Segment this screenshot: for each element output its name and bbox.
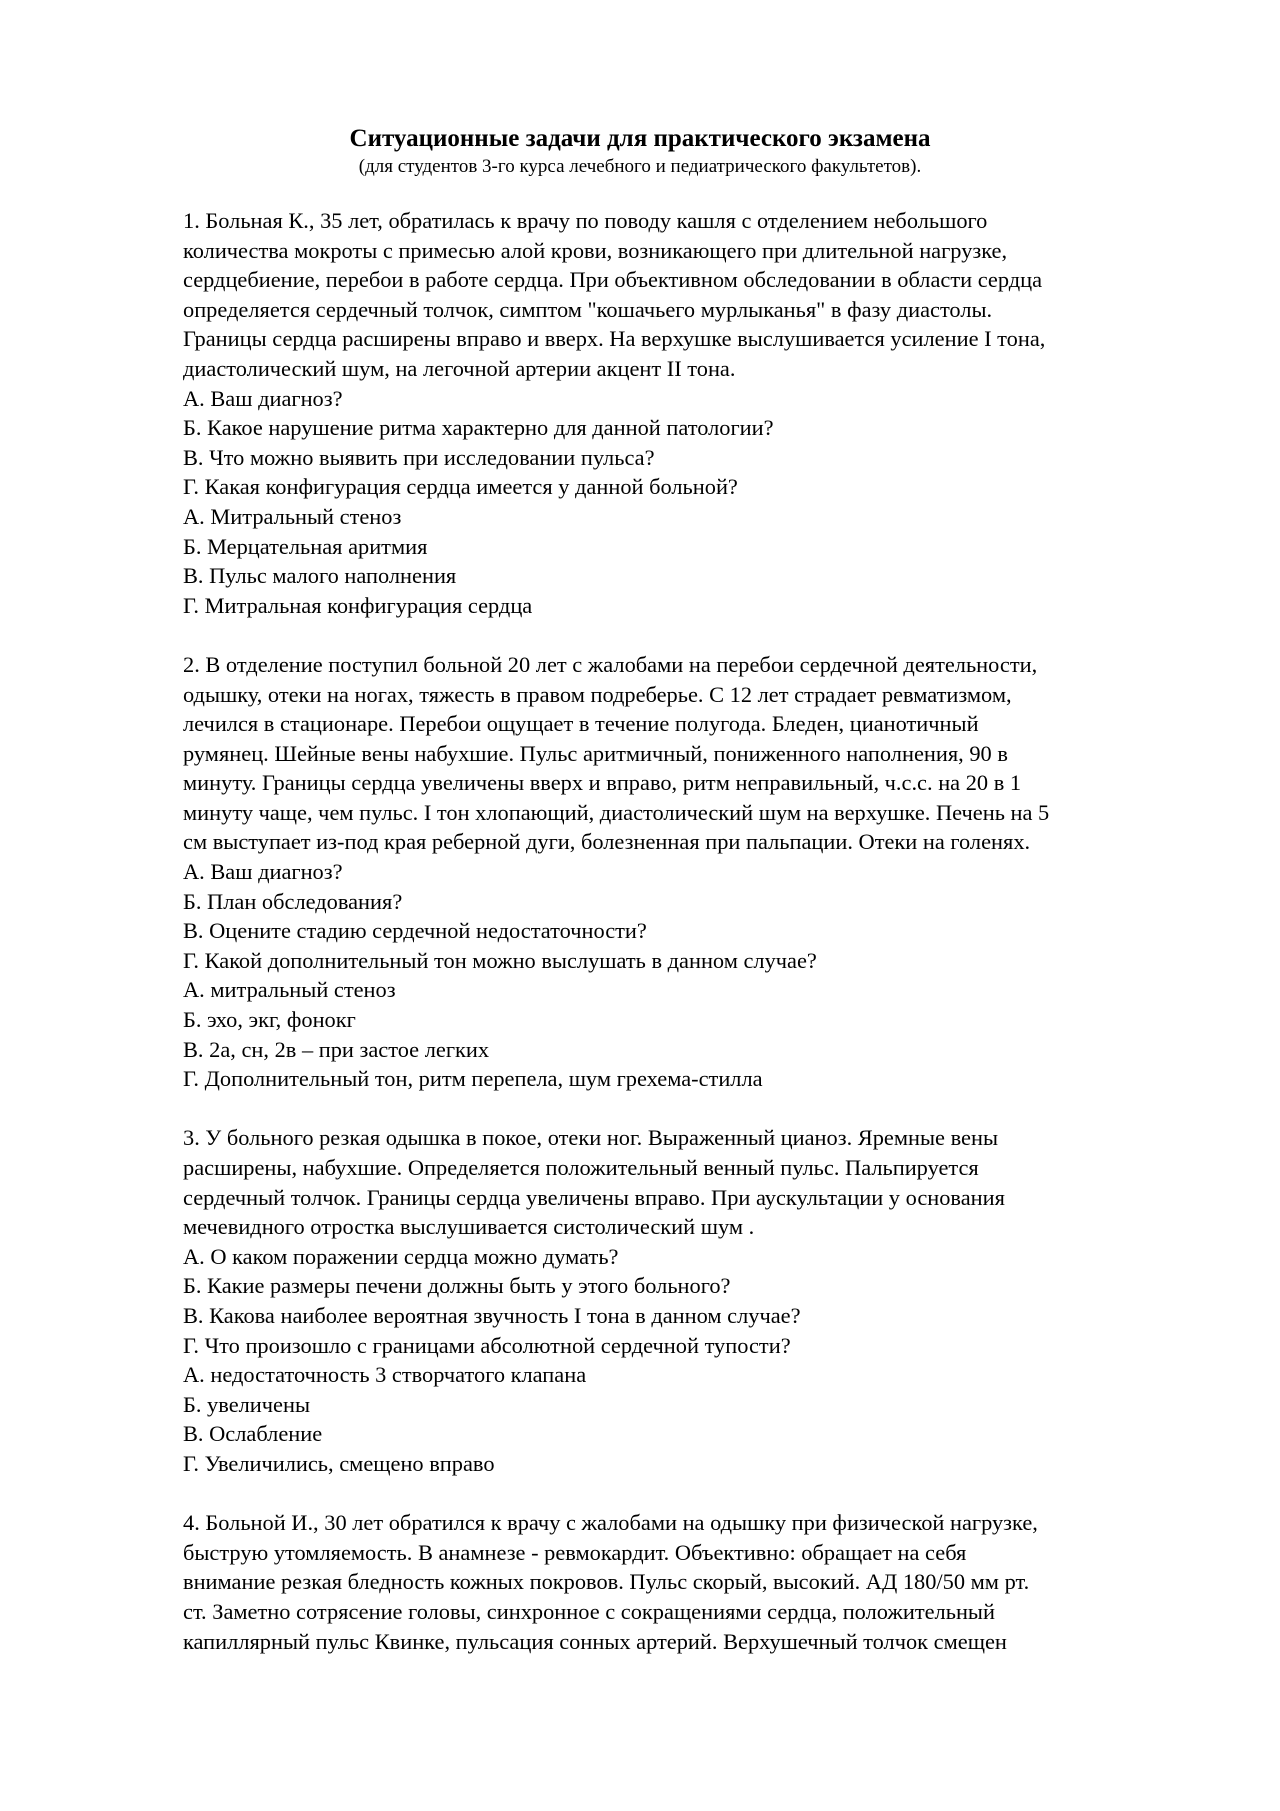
task-4-line: быструю утомляемость. В анамнезе - ревмокардит. Объективно: обращает на себя xyxy=(183,1539,967,1565)
task-3-line: мечевидного отростка выслушивается систолический шум . xyxy=(183,1214,755,1240)
task-2 xyxy=(183,650,1203,1094)
task-1-answer: Г. Митральная конфигурация сердца xyxy=(183,592,533,618)
task-2-question: Г. Какой дополнительный тон можно выслушать в данном случае? xyxy=(183,947,817,973)
task-1-answer: А. Митральный стеноз xyxy=(183,503,402,529)
task-4-line: 4. Больной И., 30 лет обратился к врачу с жалобами на одышку при физической нагрузке, xyxy=(183,1510,1038,1536)
task-2-question: А. Ваш диагноз? xyxy=(183,859,343,885)
task-3 xyxy=(183,1123,1203,1478)
task-2-line: минуту чаще, чем пульс. I тон хлопающий, диастолический шум на верхушке. Печень на 5 xyxy=(183,799,1050,825)
task-2-line: минуту. Границы сердца увеличены вверх и вправо, ритм неправильный, ч.с.с. на 20 в 1 xyxy=(183,770,1022,796)
task-2-answer: А. митральный стеноз xyxy=(183,977,396,1003)
task-3-question: Г. Что произошло с границами абсолютной сердечной тупости? xyxy=(183,1332,791,1358)
task-1-answer: Б. Мерцательная аритмия xyxy=(183,533,428,559)
task-3-line: сердечный толчок. Границы сердца увеличены вправо. При аускультации у основания xyxy=(183,1184,1005,1210)
task-4 xyxy=(183,1508,1203,1656)
task-1-question: Г. Какая конфигурация сердца имеется у данной больной? xyxy=(183,474,738,500)
task-1-line: количества мокроты с примесью алой крови, возникающего при длительной нагрузке, xyxy=(183,237,1008,263)
task-1-line: Границы сердца расширены вправо и вверх. На верхушке выслушивается усиление I тона, xyxy=(183,326,1046,352)
task-1-answer: В. Пульс малого наполнения xyxy=(183,563,457,589)
task-2-line: лечился в стационаре. Перебои ощущает в течение полугода. Бледен, цианотичный xyxy=(183,711,979,737)
task-1-question: В. Что можно выявить при исследовании пульса? xyxy=(183,444,655,470)
task-2-question: В. Оцените стадию сердечной недостаточности? xyxy=(183,918,647,944)
task-1 xyxy=(183,206,1203,620)
task-2-question: Б. План обследования? xyxy=(183,888,403,914)
document-body xyxy=(183,206,1203,1686)
task-1-question: Б. Какое нарушение ритма характерно для данной патологии? xyxy=(183,415,774,441)
task-2-line: 2. В отделение поступил больной 20 лет с жалобами на перебои сердечной деятельности, xyxy=(183,651,1038,677)
task-3-question: Б. Какие размеры печени должны быть у этого больного? xyxy=(183,1273,731,1299)
task-3-answer: Б. увеличены xyxy=(183,1391,311,1417)
task-2-line: румянец. Шейные вены набухшие. Пульс аритмичный, пониженного наполнения, 90 в xyxy=(183,740,1008,766)
task-2-answer: В. 2а, сн, 2в – при застое легких xyxy=(183,1036,490,1062)
task-1-question: А. Ваш диагноз? xyxy=(183,385,343,411)
task-1-line: определяется сердечный толчок, симптом "кошачьего мурлыканья" в фазу диастолы. xyxy=(183,296,993,322)
document-subtitle: (для студентов 3-го курса лечебного и педиатрического факультетов). xyxy=(358,156,922,177)
task-3-line: 3. У больного резкая одышка в покое, отеки ног. Выраженный цианоз. Яремные вены xyxy=(183,1125,998,1151)
task-3-answer: А. недостаточность 3 створчатого клапана xyxy=(183,1362,587,1388)
task-2-line: см выступает из-под края реберной дуги, болезненная при пальпации. Отеки на голенях. xyxy=(183,829,1031,855)
task-1-line: сердцебиение, перебои в работе сердца. При объективном обследовании в области сердца xyxy=(183,267,1043,293)
document-title: Ситуационные задачи для практического экзамена xyxy=(349,125,931,152)
task-3-line: расширены, набухшие. Определяется положительный венный пульс. Пальпируется xyxy=(183,1155,979,1180)
task-2-line: одышку, отеки на ногах, тяжесть в правом подреберье. С 12 лет страдает ревматизмом, xyxy=(183,681,1012,707)
task-4-line: ст. Заметно сотрясение головы, синхронное с сокращениями сердца, положительный xyxy=(183,1598,995,1624)
task-3-question: А. О каком поражении сердца можно думать? xyxy=(183,1243,619,1269)
task-2-answer: Г. Дополнительный тон, ритм перепела, шум грехема-стилла xyxy=(183,1066,763,1092)
task-4-line: внимание резкая бледность кожных покровов. Пульс скорый, высокий. АД 180/50 мм рт. xyxy=(183,1569,1030,1595)
task-3-question: В. Какова наиболее вероятная звучность I тона в данном случае? xyxy=(183,1302,801,1328)
task-3-answer: Г. Увеличились, смещено вправо xyxy=(183,1450,495,1476)
task-4-line: капиллярный пульс Квинке, пульсация сонных артерий. Верхушечный толчок смещен xyxy=(183,1628,1007,1654)
task-2-answer: Б. эхо, экг, фонокг xyxy=(183,1007,356,1033)
task-1-line: 1. Больная К., 35 лет, обратилась к врачу по поводу кашля с отделением небольшого xyxy=(183,208,988,233)
task-1-line: диастолический шум, на легочной артерии акцент II тона. xyxy=(183,355,736,381)
task-3-answer: В. Ослабление xyxy=(183,1421,323,1447)
